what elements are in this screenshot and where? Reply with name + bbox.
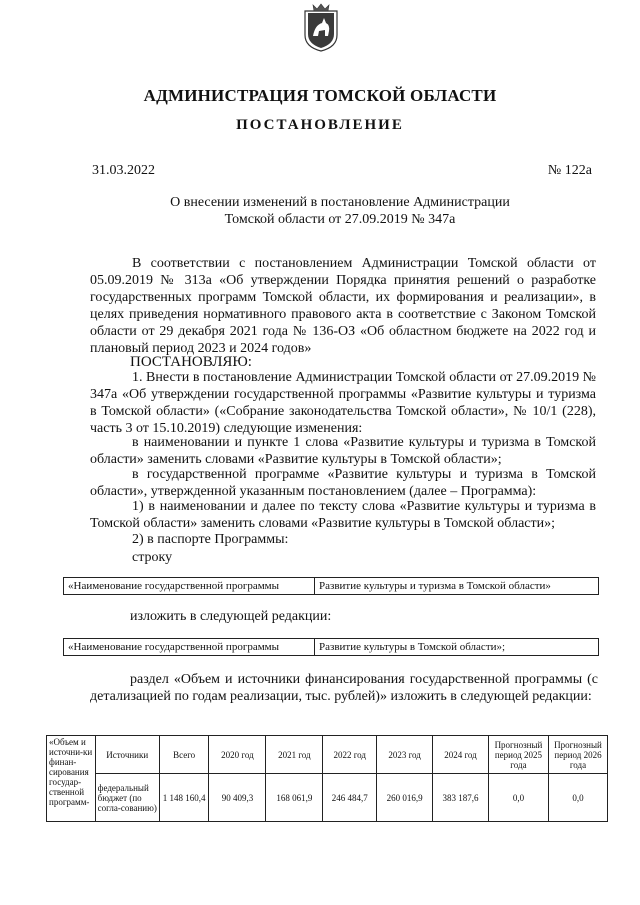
tomsk-coat-of-arms-icon <box>302 3 340 53</box>
finance-header-cell: 2021 год <box>266 736 323 774</box>
finance-value-cell: 90 409,3 <box>209 774 266 822</box>
new-row-value: Развитие культуры в Томской области»; <box>315 639 599 656</box>
finance-header-cell: 2023 год <box>377 736 433 774</box>
finance-value-cell: 0,0 <box>488 774 548 822</box>
postanovlyayu: ПОСТАНОВЛЯЮ: <box>130 354 252 370</box>
finance-source-cell: федеральный бюджет (по согла-сованию) <box>95 774 159 822</box>
finance-header-cell: 2020 год <box>209 736 266 774</box>
finance-value-cell: 246 484,7 <box>323 774 377 822</box>
doc-subject: О внесении изменений в постановление Администрации Томской области от 27.09.2019 № 347а <box>170 195 510 227</box>
old-row-value: Развитие культуры и туризма в Томской области» <box>315 578 599 595</box>
doc-type-title: ПОСТАНОВЛЕНИЕ <box>236 117 404 133</box>
doc-number: № 122а <box>547 163 592 178</box>
paragraph-name-change: в наименовании и пункте 1 слова «Развитие культуры и туризма в Томской области» заменить словами «Развитие культуры в Томской области»; <box>90 435 596 467</box>
old-name-row-table <box>63 577 599 595</box>
paragraph-row-word: строку <box>132 550 173 565</box>
doc-date: 31.03.2022 <box>92 163 155 178</box>
paragraph-program: в государственной программе «Развитие культуры и туризма в Томской области», утвержденной указанным постановлением (далее – Программа): <box>90 467 596 499</box>
intro-paragraph: В соответствии с постановлением Администрации Томской области от 05.09.2019 № 313а «Об утверждении Порядка принятия решений о разработке государственных программ Томской области, их формирования и реализации», в целях приведения нормативного правового акта в соответствие с Законом Томской области от 29 декабря 2021 года № 136-ОЗ «Об областном бюджете на 2022 год и плановый период 2023 и 2024 годов» <box>90 256 596 356</box>
finance-value-cell: 168 061,9 <box>266 774 323 822</box>
finance-value-cell: 0,0 <box>548 774 607 822</box>
finance-header-cell: Всего <box>159 736 209 774</box>
finance-value-cell: 260 016,9 <box>377 774 433 822</box>
new-name-row-table <box>63 638 599 656</box>
paragraph-finance-section: раздел «Объем и источники финансирования государственной программы (с детализацией по годам реализации, тыс. рублей)» изложить в следующей редакции: <box>90 672 598 704</box>
finance-header-cell: Прогнозный период 2026 года <box>548 736 607 774</box>
finance-header-cell: 2024 год <box>433 736 489 774</box>
item-1-paragraph: 1. Внести в постановление Администрации Томской области от 27.09.2019 № 347а «Об утверждении государственной программы «Развитие культуры и туризма в Томской области» («Собрание законодательства Томской области», № 10/1 (228), часть 3 от 15.10.2019) следующие изменения: <box>90 370 596 436</box>
new-row-label: «Наименование государственной программы <box>64 639 315 656</box>
paragraph-subitem-1: 1) в наименовании и далее по тексту слова «Развитие культуры и туризма в Томской области» заменить словами «Развитие культуры в Томской области»; <box>90 499 596 531</box>
paragraph-new-edition: изложить в следующей редакции: <box>130 609 332 624</box>
finance-header-cell: Прогнозный период 2025 года <box>488 736 548 774</box>
finance-header-cell: Источники <box>95 736 159 774</box>
finance-value-cell: 1 148 160,4 <box>159 774 209 822</box>
old-row-label: «Наименование государственной программы <box>64 578 315 595</box>
finance-value-cell: 383 187,6 <box>433 774 489 822</box>
finance-table <box>46 735 608 822</box>
finance-header-cell: 2022 год <box>323 736 377 774</box>
org-title: АДМИНИСТРАЦИЯ ТОМСКОЙ ОБЛАСТИ <box>143 86 497 105</box>
finance-row-label: «Объем и источни-ки финан-сирования государ-ственной программ- <box>47 736 96 822</box>
paragraph-subitem-2: 2) в паспорте Программы: <box>132 532 289 547</box>
